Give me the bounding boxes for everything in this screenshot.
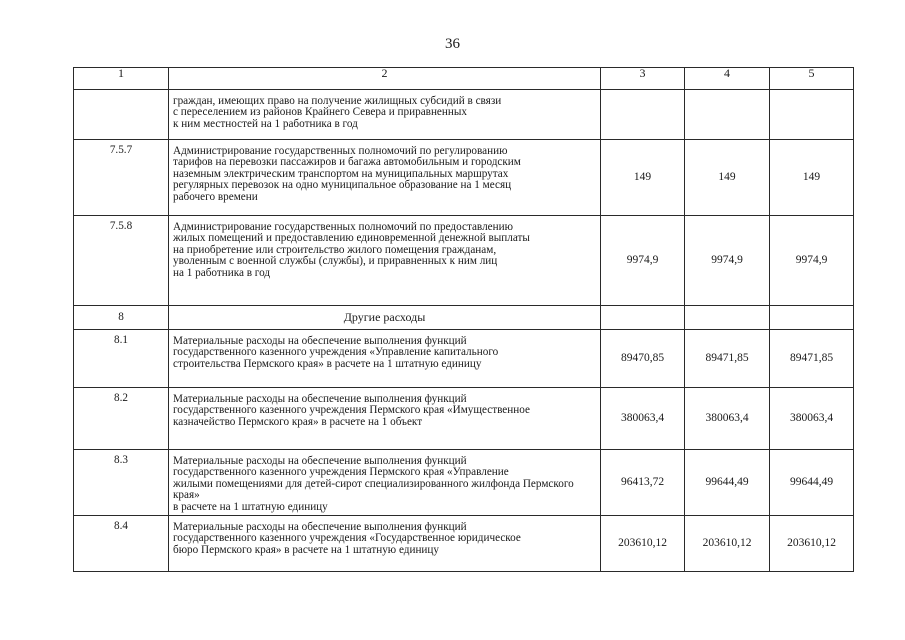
row-value-col3: 89470,85: [601, 330, 685, 388]
column-header-3: 3: [601, 68, 685, 90]
empty-cell: [601, 306, 685, 330]
table-row: [74, 450, 854, 516]
row-description: граждан, имеющих право на получение жилищных субсидий в связи с переселением из районов Крайнего Севера и приравненных к ним местностей на 1 работника в год: [169, 90, 601, 140]
table-row: [74, 216, 854, 306]
row-value-col5: 89471,85: [770, 330, 854, 388]
table-row: [74, 388, 854, 450]
row-code: 7.5.7: [74, 140, 169, 216]
row-code: 8.1: [74, 330, 169, 388]
row-value-col4: [685, 90, 770, 140]
column-header-row: [74, 68, 854, 90]
section-header-row: [74, 306, 854, 330]
empty-cell: [770, 306, 854, 330]
row-value-col4: 9974,9: [685, 216, 770, 306]
table-row: [74, 330, 854, 388]
row-value-col5: 99644,49: [770, 450, 854, 516]
table-row: [74, 516, 854, 572]
column-header-5: 5: [770, 68, 854, 90]
table-row: [74, 140, 854, 216]
row-value-col5: 380063,4: [770, 388, 854, 450]
row-description: Материальные расходы на обеспечение выполнения функций государственного казенного учреждения Пермского края «Имущественное казначейство Пермского края» в расчете на 1 объект: [169, 388, 601, 450]
row-value-col5: [770, 90, 854, 140]
row-value-col3: 149: [601, 140, 685, 216]
row-description: Материальные расходы на обеспечение выполнения функций государственного казенного учреждения «Государственное юридическое бюро Пермского края» в расчете на 1 штатную единицу: [169, 516, 601, 572]
table-row: [74, 90, 854, 140]
column-header-1: 1: [74, 68, 169, 90]
row-code: 8.2: [74, 388, 169, 450]
row-value-col5: 9974,9: [770, 216, 854, 306]
row-value-col3: 380063,4: [601, 388, 685, 450]
section-title: Другие расходы: [169, 306, 601, 330]
section-code: 8: [74, 306, 169, 330]
column-header-4: 4: [685, 68, 770, 90]
row-code: 8.3: [74, 450, 169, 516]
page-number: 36: [445, 36, 460, 52]
row-value-col4: 203610,12: [685, 516, 770, 572]
row-description: Администрирование государственных полномочий по предоставлению жилых помещений и предоставлению единовременной денежной выплаты на приобретение или строительство жилого помещения гражданам, уволенным с военной службы (службы), и приравненных к ним лиц на 1 работника в год: [169, 216, 601, 306]
row-value-col5: 203610,12: [770, 516, 854, 572]
row-value-col3: 203610,12: [601, 516, 685, 572]
empty-cell: [685, 306, 770, 330]
row-value-col3: 9974,9: [601, 216, 685, 306]
row-value-col4: 99644,49: [685, 450, 770, 516]
row-code: 7.5.8: [74, 216, 169, 306]
row-value-col4: 149: [685, 140, 770, 216]
row-value-col5: 149: [770, 140, 854, 216]
row-description: Материальные расходы на обеспечение выполнения функций государственного казенного учреждения «Управление капитального строительства Пермского края» в расчете на 1 штатную единицу: [169, 330, 601, 388]
row-value-col3: 96413,72: [601, 450, 685, 516]
column-header-2: 2: [169, 68, 601, 90]
row-description: Материальные расходы на обеспечение выполнения функций государственного казенного учреждения Пермского края «Управление жилыми помещениями для детей-сирот специализированного жилфонда Пермского края» в расчете на 1 штатную единицу: [169, 450, 601, 516]
row-value-col3: [601, 90, 685, 140]
row-value-col4: 380063,4: [685, 388, 770, 450]
row-code: [74, 90, 169, 140]
expense-norms-table: [73, 67, 854, 572]
row-code: 8.4: [74, 516, 169, 572]
row-value-col4: 89471,85: [685, 330, 770, 388]
row-description: Администрирование государственных полномочий по регулированию тарифов на перевозки пассажиров и багажа автомобильным и городским наземным электрическим транспортом на муниципальных маршрутах регулярных перевозок на одно муниципальное образование на 1 месяц рабочего времени: [169, 140, 601, 216]
